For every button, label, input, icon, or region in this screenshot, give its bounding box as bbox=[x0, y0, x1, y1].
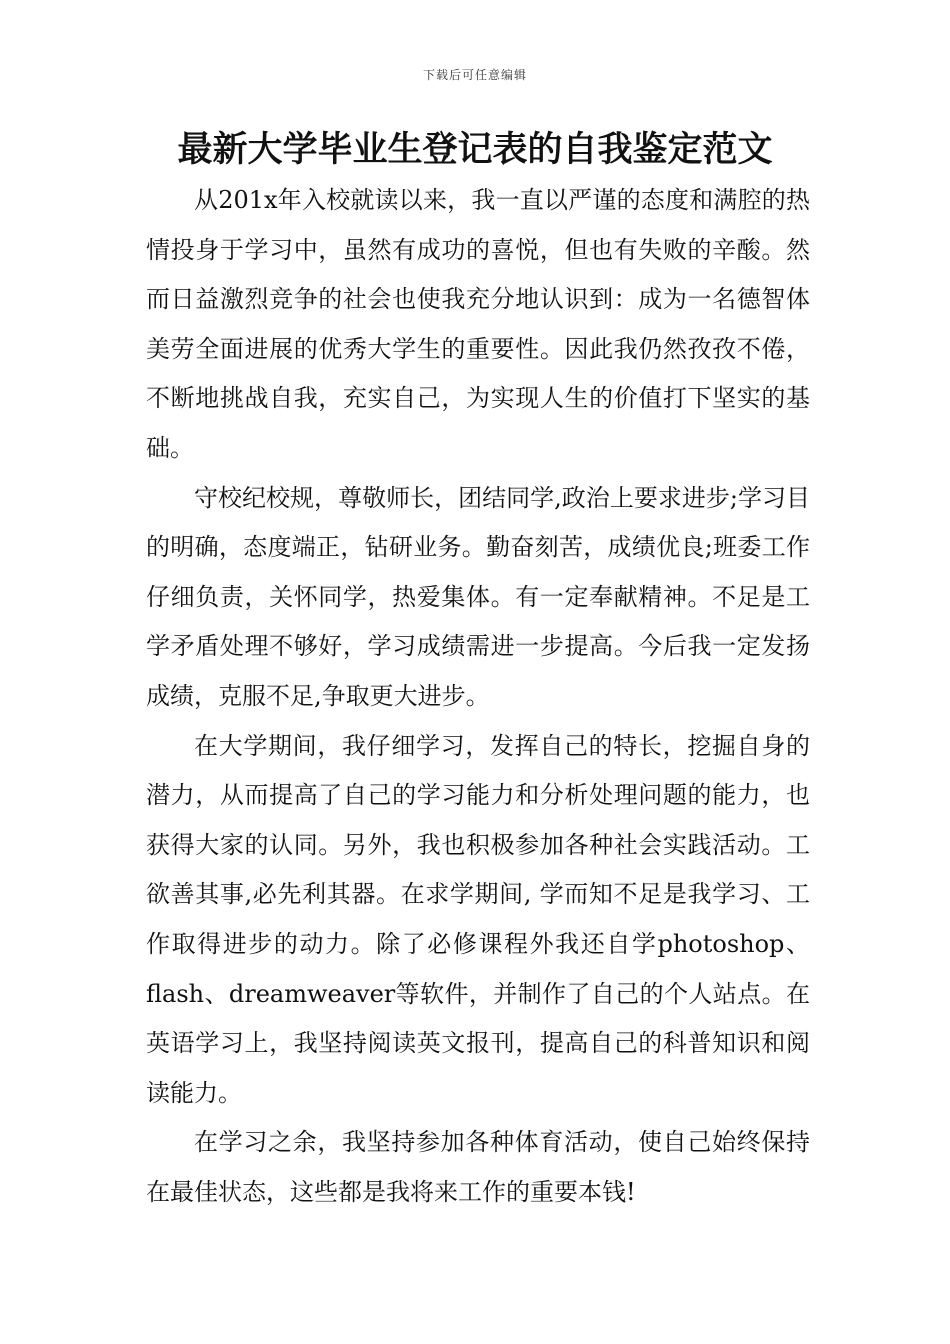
paragraph-1: 从201x年入校就读以来，我一直以严谨的态度和满腔的热情投身于学习中，虽然有成功的喜悦，但也有失败的辛酸。然而日益激烈竞争的社会也使我充分地认识到：成为一名德智体美劳全面进展的优秀大学生的重要性。因此我仍然孜孜不倦，不断地挑战自我，充实自己，为实现人生的价值打下坚实的基础。 bbox=[146, 186, 810, 462]
paragraph-2: 守校纪校规，尊敬师长，团结同学,政治上要求进步;学习目的明确，态度端正，钻研业务。勤奋刻苦，成绩优良;班委工作仔细负责，关怀同学，热爱集体。有一定奉献精神。不足是工学矛盾处理不够好，学习成绩需进一步提高。今后我一定发扬成绩，克服不足,争取更大进步。 bbox=[146, 483, 810, 710]
page-title: 最新大学毕业生登记表的自我鉴定范文 bbox=[177, 130, 773, 170]
paragraph-4: 在学习之余，我坚持参加各种体育活动，使自己始终保持在最佳状态，这些都是我将来工作的重要本钱! bbox=[146, 1128, 810, 1206]
paragraph-3: 在大学期间，我仔细学习，发挥自己的特长，挖掘自身的潜力，从而提高了自己的学习能力和分析处理问题的能力，也获得大家的认同。另外，我也积极参加各种社会实践活动。工欲善其事,必先利其器。在求学期间, 学而知不足是我学习、工作取得进步的动力。除了必修课程外我还自学photoshop、flash、dreamweaver等软件，并制作了自己的个人站点。在英语学习上，我坚持阅读英文报刊，提高自己的科普知识和阅读能力。 bbox=[146, 731, 810, 1107]
document-body bbox=[146, 176, 810, 1217]
header-note: 下载后可任意编辑 bbox=[422, 68, 527, 82]
